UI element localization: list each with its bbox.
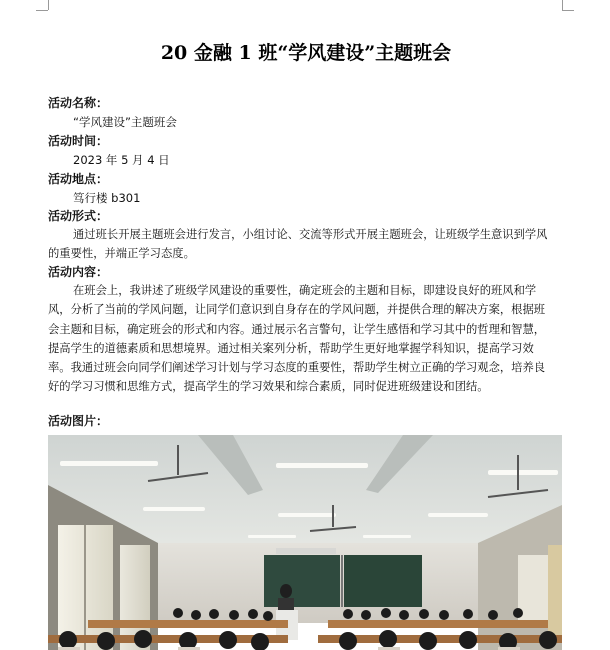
crop-mark [562,10,574,11]
document-title: 20 金融 1 班“学风建设”主题班会 [160,42,452,64]
activity-time-value: 2023 年 5 月 4 日 [73,153,170,167]
activity-name-label: 活动名称： [48,96,109,110]
activity-content-label: 活动内容： [48,265,109,279]
activity-time-label: 活动时间： [48,134,109,148]
activity-form-text: 通过班长开展主题班会进行发言，小组讨论、交流等形式开展主题班会，让班级学生意识到学风的重要性，并端正学习态度。 [48,228,548,261]
activity-place-value: 笃行楼 b301 [73,191,141,205]
activity-photo [48,435,562,650]
crop-mark [36,10,48,11]
activity-name-value: “学风建设”主题班会 [73,115,177,129]
activity-photo-label: 活动图片： [48,414,109,428]
activity-place-label: 活动地点： [48,172,109,186]
crop-mark [562,0,563,10]
classroom-photo [48,435,562,650]
activity-form-label: 活动形式： [48,209,109,223]
activity-content-text: 在班会上，我讲述了班级学风建设的重要性，确定班会的主题和目标，即建设良好的班风和学风，分析了当前的学风问题，让同学们意识到自身存在的学风问题，并提供合理的解决方案，根据班会主题和目标，确定班会的形式和内容。通过展示名言警句，让学生感悟和学习其中的哲理和智慧，提高学生的道德素质和思想境界。通过相关案列分析，帮助学生更好地掌握学科知识，提高学习效率。我通过班会向同学们阐述学习计划与学习态度的重要性，帮助学生树立正确的学习观念，培养良好的学习习惯和思维方式，提高学生的学习效果和综合素质，同时促进班级建设和团结。 [48,284,546,394]
crop-mark [48,0,49,10]
